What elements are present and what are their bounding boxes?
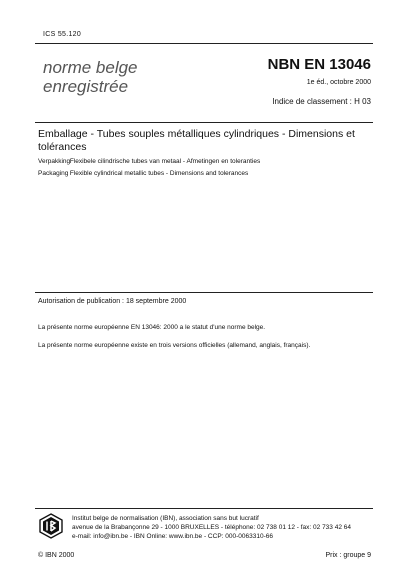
price-group: Prix : groupe 9 [325, 552, 371, 559]
edition-date: 1e éd., octobre 2000 [306, 79, 371, 86]
document-title: Emballage - Tubes souples métalliques cylindriques - Dimensions et tolérances [38, 128, 355, 153]
language-label: Verpakking [38, 158, 71, 165]
title-translation: Flexibele cilindrische tubes van metaal - Afmetingen en toleranties [69, 158, 261, 165]
title-english [38, 170, 248, 177]
divider [35, 43, 373, 44]
institute-address: avenue de la Brabançonne 29 - 1000 BRUXELLES - téléphone: 02 738 01 12 - fax: 02 733 42 64 [72, 523, 351, 531]
status-note: La présente norme européenne EN 13046: 2000 a le statut d'une norme belge. [38, 324, 266, 331]
divider [35, 122, 373, 123]
divider [35, 508, 373, 509]
publication-authorization: Autorisation de publication : 18 septembre 2000 [38, 298, 187, 305]
institute-name: Institut belge de normalisation (IBN), association sans but lucratif [72, 515, 259, 522]
brand-line-1: norme belge [43, 58, 138, 77]
classification-index: Indice de classement : H 03 [272, 97, 371, 106]
brand-line-2: enregistrée [43, 77, 129, 96]
title-dutch [38, 158, 260, 165]
divider [35, 292, 373, 293]
title-translation: Flexible cylindrical metallic tubes - Dimensions and tolerances [69, 170, 249, 177]
versions-note: La présente norme européenne existe en trois versions officielles (allemand, anglais, français). [38, 342, 311, 349]
institute-contact: e-mail: info@ibn.be - IBN Online: www.ibn.be - CCP: 000-0063310-66 [72, 532, 273, 540]
language-label: Packaging [38, 170, 69, 177]
ibn-logo [39, 513, 63, 539]
standard-number: NBN EN 13046 [267, 56, 371, 73]
ics-code: ICS 55.120 [43, 31, 82, 38]
copyright: © IBN 2000 [38, 552, 75, 559]
institute-info [72, 515, 351, 541]
